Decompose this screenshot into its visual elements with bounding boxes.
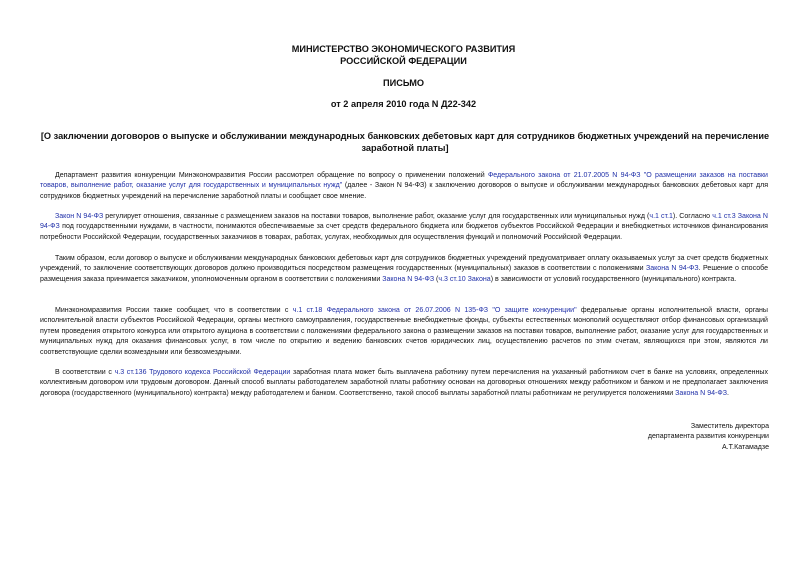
link-law-94fz-2[interactable]: Закона N 94-ФЗ — [645, 265, 699, 273]
paragraph-5-text-2: заработная плата может быть выплачена работнику путем перечисления на указанный работником счет в банке на условиях, определенных коллективным договором или трудовым договором. Данный способ выплаты работодателем заработной платы работнику основан на договорных отношениях между работником и банком и не предполагает заключения договора (государственного (муниципального) контракта) между работодателем и банком. Соответственно, такой способ выплаты заработной платы работникам не регулируется положениями — [40, 369, 768, 397]
paragraph-1-text-2: (далее - Закон N 94-ФЗ) к заключению договоров о выпуске и обслуживании международных банковских дебетовых карт для сотрудников бюджетных учреждений на перечисление заработной платы и сообщает свое мнение. — [40, 182, 769, 200]
ministry-line-1: МИНИСТЕРСТВО ЭКОНОМИЧЕСКОГО РАЗВИТИЯ — [291, 44, 516, 54]
paragraph-4-text-1: Минэкономразвития России также сообщает, что в соответствии с — [55, 307, 293, 314]
paragraph-5 — [40, 368, 768, 399]
paragraph-5-text-1: В соответствии с — [55, 369, 115, 376]
document-subject: [О заключении договоров о выпуске и обслуживании международных банковских дебетовых карт для сотрудников бюджетных учреждений на перечисление заработной платы] — [40, 131, 770, 153]
paragraph-5-text-3: . — [727, 389, 729, 397]
paragraph-4-text-2: федеральные органы исполнительной власти, органы исполнительной власти субъектов Российской Федерации, органы местного самоуправления, государственные внебюджетные фонды, субъекты естественных монополий осуществляют отбор финансовых организаций путем проведения открытого конкурса или открытого аукциона в соответствии с положениями федерального закона о размещении заказов на поставки товаров, выполнение работ, оказание услуг для государственных и муниципальных нужд для оказания финансовых услуг, в том числе по открытию и ведению банковских счетов юридических лиц, осуществлению расчетов по этим счетам, являющихся при этом, являются ли соответствующие сделки возмездными или безвозмездными. — [40, 307, 768, 356]
paragraph-2-text-3: под государственными нуждами, в частности, понимаются обеспечиваемые за счет средств федерального бюджета или бюджетов субъектов Российской Федерации и внебюджетных источников финансирования потребности Российской Федерации, государственных заказчиков в товарах, работах, услугах, необходимых для осуществления функций и полномочий Российской Федерации. — [40, 223, 768, 241]
signature-department: департамента развития конкуренции — [647, 433, 769, 441]
paragraph-4 — [40, 306, 768, 358]
paragraph-3-text-3: ( — [434, 275, 439, 283]
link-competition-law[interactable]: ч.1 ст.18 Федерального закона от 26.07.2006 N 135-ФЗ "О защите конкуренции" — [292, 307, 577, 314]
ministry-line-2: РОССИЙСКОЙ ФЕДЕРАЦИИ — [340, 55, 467, 66]
link-part1-article1[interactable]: ч.1 ст.1 — [649, 213, 673, 220]
link-law-94fz-3[interactable]: Закона N 94-ФЗ — [382, 275, 435, 283]
paragraph-1-text-1: Департамент развития конкуренции Минэкономразвития России рассмотрел обращение по вопросу о применении положений — [55, 172, 488, 179]
link-part1-article3[interactable]: ч.1 ст.3 Закона N 94-ФЗ — [40, 213, 769, 231]
link-part3-article10[interactable]: ч.3 ст.10 Закона — [438, 275, 491, 283]
paragraph-3-text-1: Таким образом, если договор о выпуске и обслуживании международных банковских дебетовых карт для сотрудников бюджетных учреждений предусматривает оплату оказываемых услуг за счет средств бюджетных учреждений, то заключение соответствующих договоров должно производиться посредством размещения государственных (муниципальных) заказов в соответствии с положениями — [40, 255, 768, 273]
link-law-94fz-4[interactable]: Закона N 94-ФЗ — [675, 389, 728, 397]
paragraph-2-text-2: ). Согласно — [672, 213, 713, 220]
paragraph-2 — [40, 212, 768, 243]
paragraph-3 — [40, 254, 768, 285]
link-federal-law-94fz[interactable]: Федерального закона от 21.07.2005 N 94-ФЗ "О размещении заказов на поставки товаров, выполнение работ, оказание услуг для государственных и муниципальных нужд" — [40, 172, 768, 190]
signature-block — [648, 422, 769, 453]
paragraph-1 — [40, 171, 768, 202]
document-date-number: от 2 апреля 2010 года N Д22-342 — [330, 99, 477, 109]
paragraph-2-text-1: регулирует отношения, связанные с размещением заказов на поставки товаров, выполнение работ, оказание услуг для государственных или муниципальных нужд ( — [103, 213, 650, 220]
link-labour-code[interactable]: ч.3 ст.136 Трудового кодекса Российской Федерации — [114, 369, 291, 376]
paragraph-3-text-4: ) в зависимости от условий государственного (муниципального) контракта. — [490, 275, 737, 283]
signature-name: А.Т.Катамадзе — [721, 443, 769, 451]
paragraph-3-text-2: . Решение о способе размещения заказа принимается заказчиком, уполномоченным органом в соответствии с положениями — [40, 265, 768, 283]
ministry-name — [40, 44, 767, 67]
signature-position: Заместитель директора — [690, 423, 769, 430]
document-type: ПИСЬМО — [382, 78, 425, 88]
link-law-94fz[interactable]: Закон N 94-ФЗ — [55, 213, 104, 220]
